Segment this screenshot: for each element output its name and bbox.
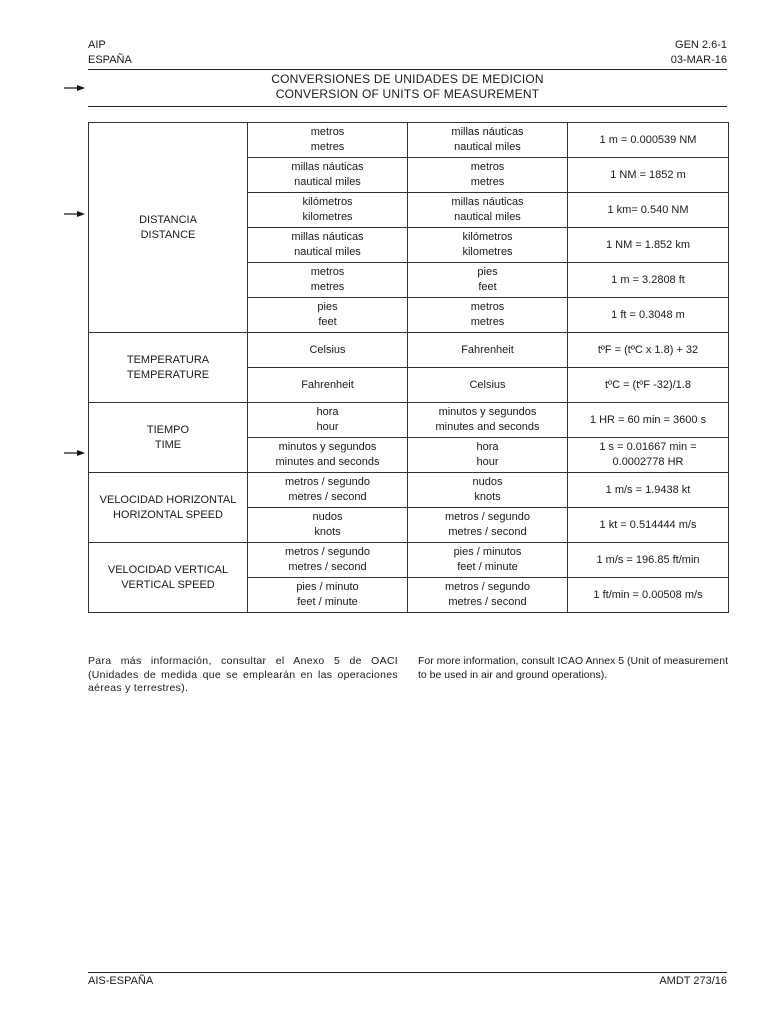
header-section: GEN 2.6-1 xyxy=(675,39,727,51)
cell-text: Celsius xyxy=(309,343,346,356)
from-unit-cell xyxy=(248,333,408,368)
formula-cell xyxy=(568,193,729,228)
amendment-arrow-icon xyxy=(64,449,86,457)
cell-text: TIME xyxy=(154,438,182,451)
to-unit-cell xyxy=(408,193,568,228)
cell-text: metros xyxy=(310,126,345,138)
to-unit-cell xyxy=(408,508,568,543)
cell-text: knots xyxy=(474,491,501,503)
cell-text: Fahrenheit xyxy=(301,378,354,391)
cell-text: metros / segundo xyxy=(285,546,370,558)
from-unit-cell xyxy=(248,298,408,333)
cell-text: minutes and seconds xyxy=(435,421,540,433)
cell-text: nudos xyxy=(472,476,503,488)
formula-cell xyxy=(568,263,729,298)
from-unit-cell xyxy=(248,158,408,193)
amendment-arrow-icon xyxy=(64,210,86,218)
cell-text: metros xyxy=(470,161,505,173)
from-unit-cell xyxy=(248,473,408,508)
to-unit-cell xyxy=(408,578,568,613)
footnote-es: Para más información, consultar el Anexo 5 de OACI (Unidades de medida que se emplearán en las operaciones aéreas y terrestres). xyxy=(88,655,398,694)
title-en: CONVERSION OF UNITS OF MEASUREMENT xyxy=(275,87,540,101)
formula-cell xyxy=(568,508,729,543)
amendment-arrow-icon xyxy=(64,84,86,92)
table-row xyxy=(89,123,729,158)
table-row xyxy=(89,543,729,578)
cell-text: metres xyxy=(310,281,345,293)
header-left xyxy=(88,38,132,68)
cell-text: pies / minutos xyxy=(453,546,522,558)
to-unit-cell xyxy=(408,438,568,473)
cell-text: 1 kt = 0.514444 m/s xyxy=(599,518,697,531)
cell-text: metres xyxy=(310,141,345,153)
to-unit-cell xyxy=(408,263,568,298)
formula-cell xyxy=(568,123,729,158)
category-cell xyxy=(89,333,248,403)
cell-text: metres / second xyxy=(288,491,367,503)
cell-text: metres xyxy=(470,176,505,188)
cell-text: feet / minute xyxy=(297,596,358,608)
cell-text: DISTANCE xyxy=(140,228,196,241)
from-unit-cell xyxy=(248,403,408,438)
cell-text: metres / second xyxy=(288,561,367,573)
cell-text: tºF = (tºC x 1.8) + 32 xyxy=(597,343,699,356)
header-right xyxy=(671,38,727,68)
cell-text: knots xyxy=(314,526,341,538)
from-unit-cell xyxy=(248,263,408,298)
cell-text: metros / segundo xyxy=(285,476,370,488)
cell-text: metres / second xyxy=(448,596,527,608)
table-row xyxy=(89,403,729,438)
cell-text: Fahrenheit xyxy=(461,343,514,356)
to-unit-cell xyxy=(408,158,568,193)
page-title xyxy=(88,72,727,102)
cell-text: nautical miles xyxy=(294,176,361,188)
cell-text: metros xyxy=(310,266,345,278)
header-aip: AIP xyxy=(88,39,106,51)
cell-text: 0.0002778 HR xyxy=(612,456,684,468)
cell-text: Celsius xyxy=(469,378,506,391)
cell-text: pies / minuto xyxy=(296,581,359,593)
formula-cell xyxy=(568,298,729,333)
cell-text: TEMPERATURA xyxy=(126,353,210,366)
title-rule xyxy=(88,106,727,107)
cell-text: metres / second xyxy=(448,526,527,538)
cell-text: hora xyxy=(476,441,499,453)
to-unit-cell xyxy=(408,333,568,368)
cell-text: kilometres xyxy=(302,211,353,223)
formula-cell xyxy=(568,368,729,403)
cell-text: 1 m = 0.000539 NM xyxy=(599,133,697,146)
cell-text: 1 ft/min = 0.00508 m/s xyxy=(593,588,703,601)
cell-text: hora xyxy=(316,406,339,418)
table-row xyxy=(89,473,729,508)
cell-text: metros / segundo xyxy=(445,511,530,523)
to-unit-cell xyxy=(408,403,568,438)
cell-text: nautical miles xyxy=(294,246,361,258)
to-unit-cell xyxy=(408,368,568,403)
cell-text: tºC = (tºF -32)/1.8 xyxy=(605,378,691,391)
header-rule xyxy=(88,69,727,70)
from-unit-cell xyxy=(248,578,408,613)
cell-text: 1 km= 0.540 NM xyxy=(607,203,689,216)
from-unit-cell xyxy=(248,543,408,578)
cell-text: minutos y segundos xyxy=(438,406,537,418)
cell-text: minutes and seconds xyxy=(275,456,380,468)
cell-text: nautical miles xyxy=(454,141,521,153)
formula-cell xyxy=(568,228,729,263)
to-unit-cell xyxy=(408,298,568,333)
cell-text: VELOCIDAD HORIZONTAL xyxy=(99,493,237,506)
conversion-table xyxy=(88,122,729,613)
category-cell xyxy=(89,473,248,543)
cell-text: TIEMPO xyxy=(146,423,190,436)
cell-text: TEMPERATURE xyxy=(126,368,210,381)
cell-text: 1 ft = 0.3048 m xyxy=(611,308,685,321)
cell-text: feet / minute xyxy=(457,561,518,573)
to-unit-cell xyxy=(408,543,568,578)
header-country: ESPAÑA xyxy=(88,54,132,66)
formula-cell xyxy=(568,403,729,438)
cell-text: kilómetros xyxy=(462,231,513,243)
cell-text: minutos y segundos xyxy=(278,441,377,453)
cell-text: hour xyxy=(316,421,339,433)
formula-cell xyxy=(568,438,729,473)
to-unit-cell xyxy=(408,228,568,263)
footer-right: AMDT 273/16 xyxy=(659,975,727,987)
cell-text: metres xyxy=(470,316,505,328)
cell-text: pies xyxy=(477,266,498,278)
cell-text: pies xyxy=(317,301,338,313)
cell-text: kilómetros xyxy=(302,196,353,208)
cell-text: HORIZONTAL SPEED xyxy=(112,508,224,521)
cell-text: 1 s = 0.01667 min = xyxy=(599,441,697,453)
category-cell xyxy=(89,123,248,333)
to-unit-cell xyxy=(408,473,568,508)
cell-text: millas náuticas xyxy=(451,196,524,208)
cell-text: VERTICAL SPEED xyxy=(121,578,215,591)
from-unit-cell xyxy=(248,228,408,263)
cell-text: nautical miles xyxy=(454,211,521,223)
cell-text: 1 NM = 1852 m xyxy=(610,168,686,181)
from-unit-cell xyxy=(248,508,408,543)
cell-text: 1 m/s = 1.9438 kt xyxy=(605,483,691,496)
cell-text: metros xyxy=(470,301,505,313)
header-date: 03-MAR-16 xyxy=(670,54,727,66)
to-unit-cell xyxy=(408,123,568,158)
cell-text: nudos xyxy=(312,511,343,523)
cell-text: 1 NM = 1.852 km xyxy=(605,238,691,251)
footer-left: AIS-ESPAÑA xyxy=(88,975,154,987)
cell-text: millas náuticas xyxy=(291,231,364,243)
cell-text: feet xyxy=(318,316,337,328)
from-unit-cell xyxy=(248,368,408,403)
cell-text: feet xyxy=(478,281,497,293)
from-unit-cell xyxy=(248,123,408,158)
from-unit-cell xyxy=(248,193,408,228)
from-unit-cell xyxy=(248,438,408,473)
formula-cell xyxy=(568,158,729,193)
footnote-en: For more information, consult ICAO Annex 5 (Unit of measurement to be used in air and ground operations). xyxy=(418,655,728,681)
cell-text: metros / segundo xyxy=(445,581,530,593)
footer-rule xyxy=(88,972,727,973)
formula-cell xyxy=(568,333,729,368)
cell-text: millas náuticas xyxy=(451,126,524,138)
table-row xyxy=(89,333,729,368)
cell-text: hour xyxy=(476,456,499,468)
cell-text: kilometres xyxy=(462,246,513,258)
cell-text: VELOCIDAD VERTICAL xyxy=(107,563,229,576)
cell-text: 1 m = 3.2808 ft xyxy=(611,273,685,286)
formula-cell xyxy=(568,473,729,508)
category-cell xyxy=(89,403,248,473)
cell-text: DISTANCIA xyxy=(139,213,197,226)
category-cell xyxy=(89,543,248,613)
cell-text: 1 HR = 60 min = 3600 s xyxy=(589,413,707,426)
formula-cell xyxy=(568,578,729,613)
formula-cell xyxy=(568,543,729,578)
cell-text: millas náuticas xyxy=(291,161,364,173)
cell-text: 1 m/s = 196.85 ft/min xyxy=(596,553,700,566)
title-es: CONVERSIONES DE UNIDADES DE MEDICION xyxy=(271,72,544,86)
